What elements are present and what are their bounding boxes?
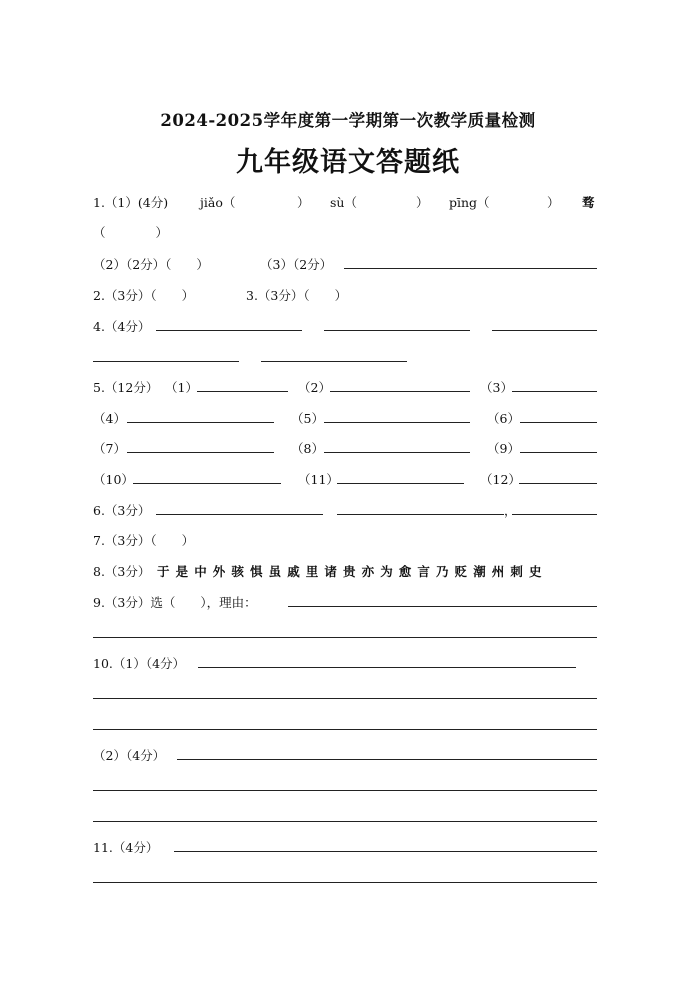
q1-sub2-label: （2）（2分）（ ） xyxy=(93,257,209,272)
q5-item-label: （7） xyxy=(93,441,126,456)
q5-item-label: （5） xyxy=(291,411,324,426)
q1-pinyin-1-close: ） xyxy=(297,195,310,210)
q5-item-label: （11） xyxy=(298,472,339,487)
q10-2-answer-line[interactable] xyxy=(93,790,597,791)
q8-sentence: 于是中外骇惧虽戚里诸贵亦为愈言乃贬潮州刺史 xyxy=(157,564,548,579)
q4-label: 4.（4分） xyxy=(93,319,151,334)
q5-answer-line[interactable] xyxy=(127,422,274,423)
q5-answer-line[interactable] xyxy=(330,391,470,392)
q11-answer-line[interactable] xyxy=(174,851,597,852)
q5-item-label: （2） xyxy=(298,380,331,395)
q5-item-label: （12） xyxy=(480,472,521,487)
q6-answer-line[interactable] xyxy=(156,514,323,515)
q5-item-label: （6） xyxy=(487,411,520,426)
q5-answer-line[interactable] xyxy=(324,422,470,423)
q1-blank-row2: （ ） xyxy=(93,225,169,240)
q5-answer-line[interactable] xyxy=(197,391,288,392)
q5-item-label: （4） xyxy=(93,411,126,426)
q7-label: 7.（3分）（ ） xyxy=(93,533,195,548)
q4-answer-line[interactable] xyxy=(261,361,407,362)
q6-label: 6.（3分） xyxy=(93,503,151,518)
answer-sheet-title: 九年级语文答题纸 xyxy=(236,147,460,178)
q11-answer-line[interactable] xyxy=(93,882,597,883)
q4-answer-line[interactable] xyxy=(324,330,470,331)
q1-sub3-answer-line[interactable] xyxy=(344,268,597,269)
q4-answer-line[interactable] xyxy=(93,361,239,362)
q1-label: 1.（1）(4分) xyxy=(93,195,169,210)
q10-1-answer-line[interactable] xyxy=(198,667,576,668)
q5-item-label: （1） xyxy=(165,380,198,395)
q3-label: 3.（3分）（ ） xyxy=(246,288,348,303)
q9-answer-line[interactable] xyxy=(288,606,597,607)
q2-label: 2.（3分）（ ） xyxy=(93,288,195,303)
q10-1-answer-line[interactable] xyxy=(93,729,597,730)
q1-pinyin-2: sù（ xyxy=(330,195,357,210)
q9-answer-line[interactable] xyxy=(93,637,597,638)
q5-answer-line[interactable] xyxy=(519,483,597,484)
q10-2-answer-line[interactable] xyxy=(93,821,597,822)
q6-answer-line[interactable] xyxy=(512,514,597,515)
exam-subtitle: 2024-2025学年度第一学期第一次教学质量检测 xyxy=(160,111,536,130)
q1-pinyin-3: pīng（ xyxy=(449,195,490,210)
q5-answer-line[interactable] xyxy=(520,422,597,423)
q10-2-answer-line[interactable] xyxy=(177,759,597,760)
q6-answer-line[interactable] xyxy=(337,514,504,515)
q5-answer-line[interactable] xyxy=(133,483,281,484)
q5-answer-line[interactable] xyxy=(324,452,470,453)
q10-1-answer-line[interactable] xyxy=(93,698,597,699)
q4-answer-line[interactable] xyxy=(156,330,302,331)
q1-pinyin-1: jiǎo（ xyxy=(200,195,236,210)
q9-label: 9.（3分）选（ ），理由： xyxy=(93,595,257,610)
q1-pinyin-3-close: ） xyxy=(547,195,560,210)
q6-comma: ， xyxy=(504,503,517,518)
q5-answer-line[interactable] xyxy=(337,483,464,484)
q5-label: 5.（12分） xyxy=(93,380,159,395)
q4-answer-line[interactable] xyxy=(492,330,597,331)
q5-answer-line[interactable] xyxy=(127,452,274,453)
q1-sub3-label: （3）（2分） xyxy=(260,257,333,272)
q5-answer-line[interactable] xyxy=(512,391,597,392)
q5-item-label: （10） xyxy=(93,472,134,487)
q8-label: 8.（3分） xyxy=(93,564,151,579)
q1-character: 骛 xyxy=(582,195,595,210)
q11-label: 11.（4分） xyxy=(93,840,159,855)
q1-pinyin-2-close: ） xyxy=(416,195,429,210)
q10-2-label: （2）（4分） xyxy=(93,748,166,763)
q5-item-label: （3） xyxy=(480,380,513,395)
q10-1-label: 10.（1）（4分） xyxy=(93,656,186,671)
q5-item-label: （8） xyxy=(291,441,324,456)
q5-answer-line[interactable] xyxy=(520,452,597,453)
q5-item-label: （9） xyxy=(487,441,520,456)
